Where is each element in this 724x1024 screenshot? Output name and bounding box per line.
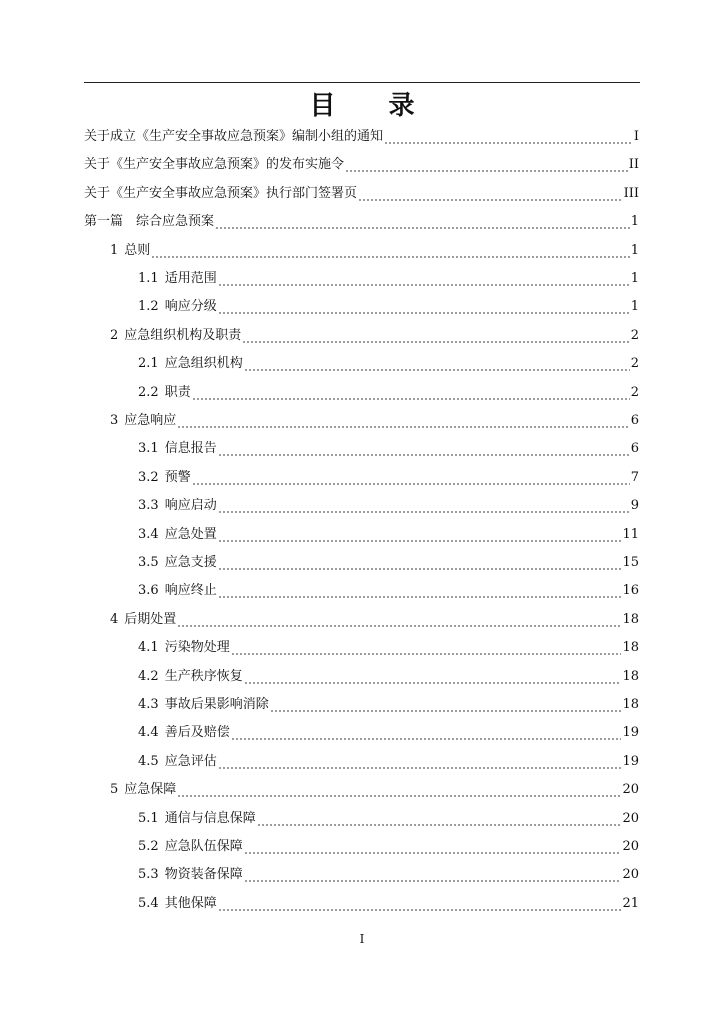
toc-entry-label: 应急保障	[124, 782, 177, 798]
toc-entry-label: 预警	[164, 469, 191, 485]
toc-entry[interactable]	[138, 351, 639, 373]
toc-dot-leader	[192, 384, 630, 402]
toc-entry[interactable]	[110, 777, 639, 799]
toc-entry-page: 18	[622, 640, 639, 656]
toc-entry-page: 21	[622, 895, 639, 911]
toc-entry[interactable]	[138, 635, 639, 657]
toc-entry-page: 18	[622, 611, 639, 627]
toc-entry-label: 应急组织机构及职责	[124, 327, 242, 343]
toc-entry[interactable]	[138, 380, 639, 402]
toc-dot-leader	[218, 554, 622, 572]
toc-entry[interactable]	[138, 749, 639, 771]
toc-entry-page: 19	[622, 725, 639, 741]
toc-dot-leader	[231, 639, 622, 657]
toc-dot-leader	[218, 298, 630, 316]
header-rule	[84, 82, 640, 83]
toc-entry-page: 2	[630, 327, 639, 343]
toc-entry-label: 应急支援	[164, 555, 217, 570]
toc-entry-number: 5.3	[138, 867, 159, 883]
toc-dot-leader	[345, 156, 628, 174]
toc-dot-leader	[244, 866, 622, 884]
toc-entry-label: 通信与信息保障	[164, 810, 256, 826]
toc-entry-label: 关于《生产安全事故应急预案》的发布实施令	[84, 157, 345, 173]
toc-entry-number: 2.1	[138, 356, 159, 372]
toc-dot-leader	[244, 355, 630, 373]
toc-entry-label: 应急组织机构	[164, 356, 243, 372]
page-number: I	[359, 932, 365, 946]
toc-entry-page: 6	[630, 441, 639, 457]
toc-entry-number: 3.3	[138, 498, 159, 514]
toc-dot-leader	[177, 611, 621, 629]
toc-entry[interactable]	[138, 294, 639, 316]
toc-entry-label: 事故后果影响消除	[164, 697, 269, 712]
toc-entry[interactable]	[138, 522, 639, 544]
toc-entry-page: 20	[622, 839, 639, 854]
toc-dot-leader	[218, 753, 622, 771]
toc-dot-leader	[242, 327, 629, 345]
toc-entry[interactable]	[138, 692, 639, 714]
toc-entry-label: 应急响应	[124, 413, 177, 428]
toc-entry-label: 信息报告	[164, 441, 217, 457]
toc-entry-page: 18	[622, 697, 639, 712]
toc-entry[interactable]	[138, 834, 639, 856]
toc-entry-number: 5.4	[138, 895, 159, 911]
toc-entry[interactable]	[110, 238, 639, 260]
toc-dot-leader	[218, 270, 630, 288]
toc-entry-number: 1.2	[138, 299, 159, 315]
toc-entry-label: 响应启动	[164, 498, 217, 514]
toc-entry[interactable]	[138, 806, 639, 828]
toc-entry-page: III	[623, 185, 639, 201]
toc-dot-leader	[218, 440, 630, 458]
toc-dot-leader	[218, 497, 630, 515]
toc-entry[interactable]	[138, 493, 639, 515]
toc-entry-label: 响应终止	[164, 583, 217, 599]
toc-entry-page: 20	[622, 782, 639, 798]
toc-dot-leader	[358, 185, 623, 203]
toc-entry-page: 20	[622, 867, 639, 883]
toc-entry-page: 11	[622, 526, 639, 542]
toc-dot-leader	[151, 242, 629, 260]
toc-entry-number: 3.5	[138, 555, 159, 570]
toc-entry-label: 物资装备保障	[164, 867, 243, 883]
toc-dot-leader	[177, 781, 621, 799]
toc-dot-leader	[192, 469, 630, 487]
toc-entry[interactable]	[138, 664, 639, 686]
toc-entry-page: 20	[622, 810, 639, 826]
toc-entry-label: 第一篇 综合应急预案	[84, 214, 215, 230]
toc-entry[interactable]	[84, 124, 639, 146]
toc-entry-label: 应急处置	[164, 526, 217, 542]
toc-entry-number: 3.6	[138, 583, 159, 599]
toc-entry-page: II	[628, 157, 639, 173]
toc-entry-page: 1	[630, 299, 639, 315]
toc-entry-label: 其他保障	[164, 895, 217, 911]
toc-entry-number: 1	[110, 242, 119, 258]
toc-entry[interactable]	[138, 891, 639, 913]
toc-entry-number: 5	[110, 782, 119, 798]
toc-entry-page: 2	[630, 384, 639, 400]
toc-entry-page: 19	[622, 753, 639, 769]
toc-entry-page: I	[633, 129, 639, 144]
toc-entry-label: 关于《生产安全事故应急预案》执行部门签署页	[84, 185, 358, 201]
toc-entry-page: 6	[630, 413, 639, 428]
toc-entry-label: 应急队伍保障	[164, 839, 243, 854]
toc-dot-leader	[231, 724, 622, 742]
toc-entry-number: 3.2	[138, 469, 159, 485]
toc-entry-page: 16	[622, 583, 639, 599]
toc-entry-number: 4	[110, 611, 119, 627]
page-title: 目 录	[309, 91, 437, 121]
toc-entry-page: 1	[630, 271, 639, 286]
toc-entry[interactable]	[84, 152, 639, 174]
toc-dot-leader	[257, 810, 622, 828]
toc-entry-page: 2	[630, 356, 639, 372]
toc-entry-number: 5.2	[138, 839, 159, 854]
toc-entry[interactable]	[138, 550, 639, 572]
toc-entry-label: 应急评估	[164, 753, 217, 769]
toc-entry-label: 关于成立《生产安全事故应急预案》编制小组的通知	[84, 129, 384, 144]
toc-entry[interactable]	[110, 323, 639, 345]
toc-entry-label: 适用范围	[164, 271, 217, 286]
toc-dot-leader	[218, 895, 622, 913]
toc-entry-number: 2	[110, 327, 119, 343]
toc-entry-label: 后期处置	[124, 611, 177, 627]
toc-entry[interactable]	[84, 181, 639, 203]
toc-dot-leader	[244, 838, 622, 856]
toc-entry-page: 18	[622, 668, 639, 684]
toc-entry[interactable]	[138, 266, 639, 288]
toc-entry-label: 职责	[164, 384, 191, 400]
toc-entry-number: 5.1	[138, 810, 159, 826]
toc-entry-label: 生产秩序恢复	[164, 668, 243, 684]
toc-dot-leader	[384, 128, 632, 146]
toc-entry-number: 4.3	[138, 697, 159, 712]
toc-entry-number: 4.5	[138, 753, 159, 769]
toc-entry-number: 3	[110, 413, 119, 428]
toc-entry-page: 1	[630, 214, 639, 230]
toc-entry[interactable]	[110, 607, 639, 629]
toc-entry-number: 2.2	[138, 384, 159, 400]
toc-entry-number: 3.1	[138, 441, 159, 457]
toc-dot-leader	[270, 696, 622, 714]
toc-entry-page: 15	[622, 555, 639, 570]
toc-entry[interactable]	[84, 209, 639, 231]
toc-entry-page: 7	[630, 469, 639, 485]
toc-entry-page: 9	[630, 498, 639, 514]
toc-entry[interactable]	[138, 465, 639, 487]
toc-entry-number: 3.4	[138, 526, 159, 542]
toc-entry-number: 4.4	[138, 725, 159, 741]
toc-dot-leader	[244, 668, 622, 686]
toc-entry[interactable]	[138, 578, 639, 600]
toc-entry[interactable]	[110, 408, 639, 430]
toc-entry-page: 1	[630, 242, 639, 258]
toc-entry[interactable]	[138, 720, 639, 742]
toc-entry[interactable]	[138, 436, 639, 458]
toc-entry-label: 善后及赔偿	[164, 725, 230, 741]
toc-dot-leader	[215, 213, 630, 231]
toc-entry[interactable]	[138, 862, 639, 884]
toc-dot-leader	[177, 412, 629, 430]
toc-entry-label: 响应分级	[164, 299, 217, 315]
toc-entry-label: 总则	[124, 242, 151, 258]
toc-dot-leader	[218, 582, 622, 600]
toc-entry-label: 污染物处理	[164, 640, 230, 656]
toc-entry-number: 4.1	[138, 640, 159, 656]
toc-dot-leader	[218, 526, 622, 544]
toc-entry-number: 4.2	[138, 668, 159, 684]
toc-entry-number: 1.1	[138, 271, 159, 286]
